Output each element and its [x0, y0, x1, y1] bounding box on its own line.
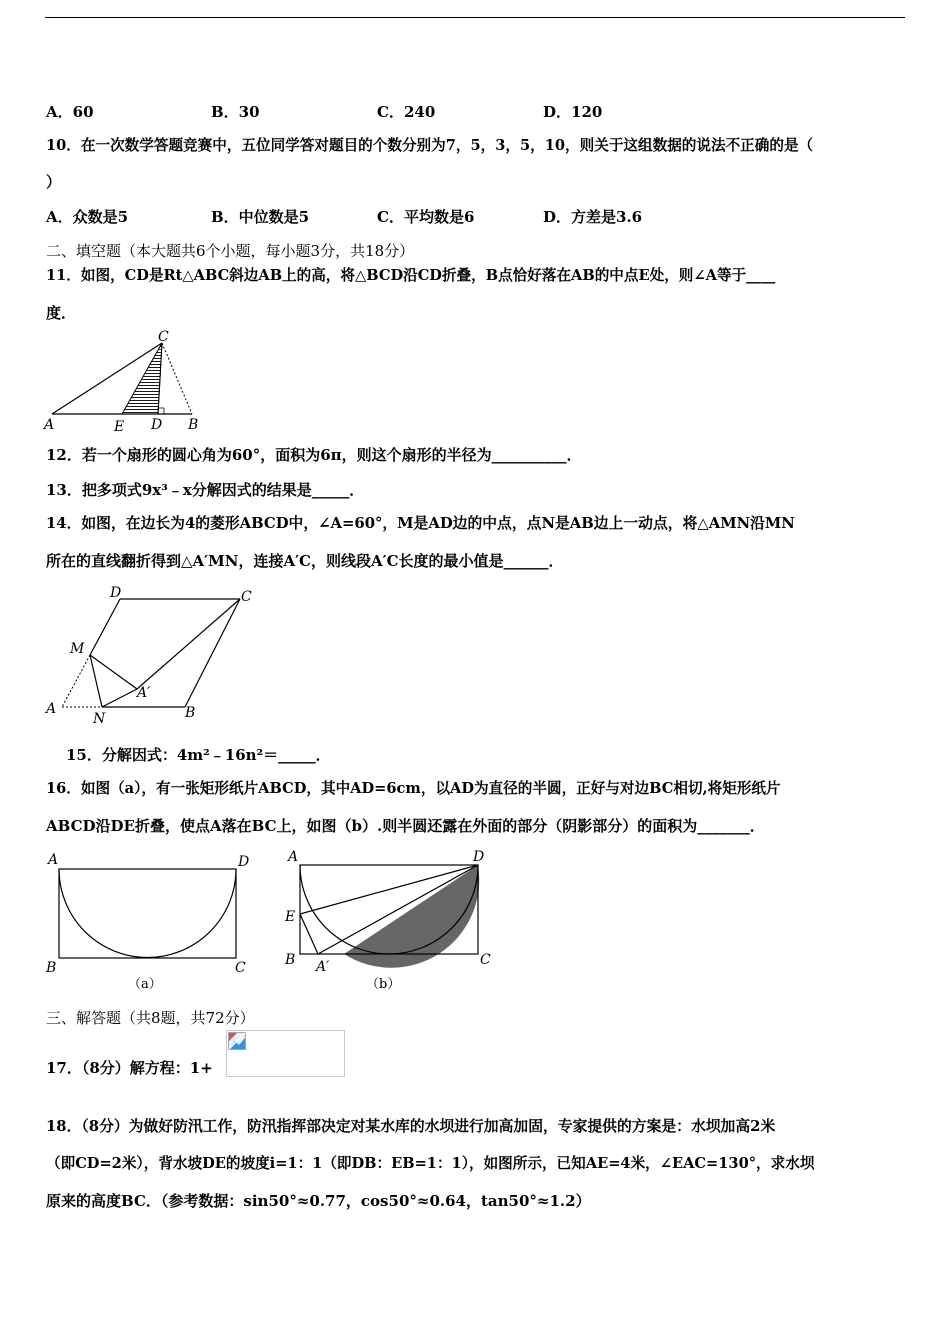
q11-figure: [40, 330, 220, 435]
q14-label-b: B: [185, 705, 196, 721]
q16b-label-b: B: [285, 952, 296, 968]
q16b-label-a-prime: A′: [316, 959, 330, 975]
q14-label-a-prime: A′: [137, 685, 151, 701]
header-rule: [45, 17, 905, 18]
q16-figure-b: [282, 848, 502, 996]
q14-label-c: C: [241, 589, 252, 605]
q16b-label-a: A: [288, 849, 299, 865]
q11-text: 11．如图，CD是Rt△ABC斜边AB上的高，将△BCD沿CD折叠，B点恰好落在AB的中点E处，则∠A等于____: [46, 267, 776, 284]
q16b-label-c: C: [480, 952, 491, 968]
q11-label-a: A: [44, 417, 55, 433]
q16b-label-d: D: [473, 849, 485, 865]
q16a-label-a: A: [48, 852, 59, 868]
q15-text: 15．分解因式：4m²﹣16n²＝_____．: [66, 746, 331, 764]
q16-figure-a: [40, 848, 270, 996]
q11-label-c: C: [158, 329, 169, 345]
q10-text: 10．在一次数学答题竞赛中，五位同学答对题目的个数分别为7，5，3，5，10，则关于这组数据的说法不正确的是（: [46, 137, 814, 154]
q10-option-b: B．中位数是5: [211, 208, 310, 226]
q14-text: 14．如图，在边长为4的菱形ABCD中，∠A=60°，M是AD边的中点，点N是AB边上一动点，将△AMN沿MN: [46, 515, 795, 532]
broken-image-icon: [228, 1032, 246, 1050]
q9-option-d: D．120: [543, 103, 603, 121]
q11-label-d: D: [151, 417, 163, 433]
q14-label-n: N: [93, 711, 106, 727]
q10-option-a: A．众数是5: [46, 208, 129, 226]
section3-heading: 三、解答题（共8题，共72分）: [46, 1009, 255, 1027]
q11-label-b: B: [188, 417, 199, 433]
q16a-caption: （a）: [128, 977, 162, 992]
q12-text: 12．若一个扇形的圆心角为60°，面积为6π，则这个扇形的半径为__________．: [46, 446, 582, 464]
q16b-caption: （b）: [366, 977, 401, 992]
q14-label-a: A: [46, 701, 57, 717]
q18-line2: （即CD=2米），背水坡DE的坡度i=1：1（即DB：EB=1：1），如图所示，已知AE=4米，∠EAC=130°，求水坝: [46, 1155, 815, 1172]
q9-option-c: C．240: [377, 103, 436, 121]
q11-label-e: E: [114, 419, 125, 435]
q18-line3: 原来的高度BC．（参考数据：sin50°≈0.77，cos50°≈0.64，tan50°≈1.2）: [46, 1192, 591, 1210]
q11-text-cont: 度．: [46, 304, 77, 322]
q16a-label-d: D: [238, 854, 250, 870]
section2-heading: 二、填空题（本大题共6个小题，每小题3分，共18分）: [46, 242, 415, 260]
q14-label-m: M: [70, 641, 85, 657]
q17-text: 17．（8分）解方程：1+: [46, 1059, 213, 1077]
q10-option-c: C．平均数是6: [377, 208, 475, 226]
q13-text: 13．把多项式9x³﹣x分解因式的结果是_____．: [46, 481, 365, 499]
q16b-label-e: E: [285, 909, 296, 925]
q16-text-cont: ABCD沿DE折叠，使点A落在BC上，如图（b）.则半圆还露在外面的部分（阴影部分）的面积为_______．: [46, 817, 765, 835]
q14-text-cont: 所在的直线翻折得到△A′MN，连接A′C，则线段A′C长度的最小值是______．: [46, 552, 564, 570]
q9-option-a: A．60: [46, 103, 94, 121]
q16a-label-b: B: [46, 960, 57, 976]
q18-line1: 18．（8分）为做好防汛工作，防汛指挥部决定对某水库的水坝进行加高加固，专家提供的方案是：水坝加高2米: [46, 1118, 776, 1135]
q14-label-d: D: [110, 585, 122, 601]
q10-option-d: D．方差是3.6: [543, 208, 643, 226]
q14-figure: [40, 585, 270, 730]
q16-text: 16．如图（a），有一张矩形纸片ABCD，其中AD=6cm，以AD为直径的半圆，正好与对边BC相切,将矩形纸片: [46, 780, 781, 797]
q9-option-b: B．30: [211, 103, 260, 121]
q17-broken-image: [226, 1030, 345, 1077]
q16a-label-c: C: [235, 960, 246, 976]
q10-text-cont: ）: [46, 173, 62, 191]
